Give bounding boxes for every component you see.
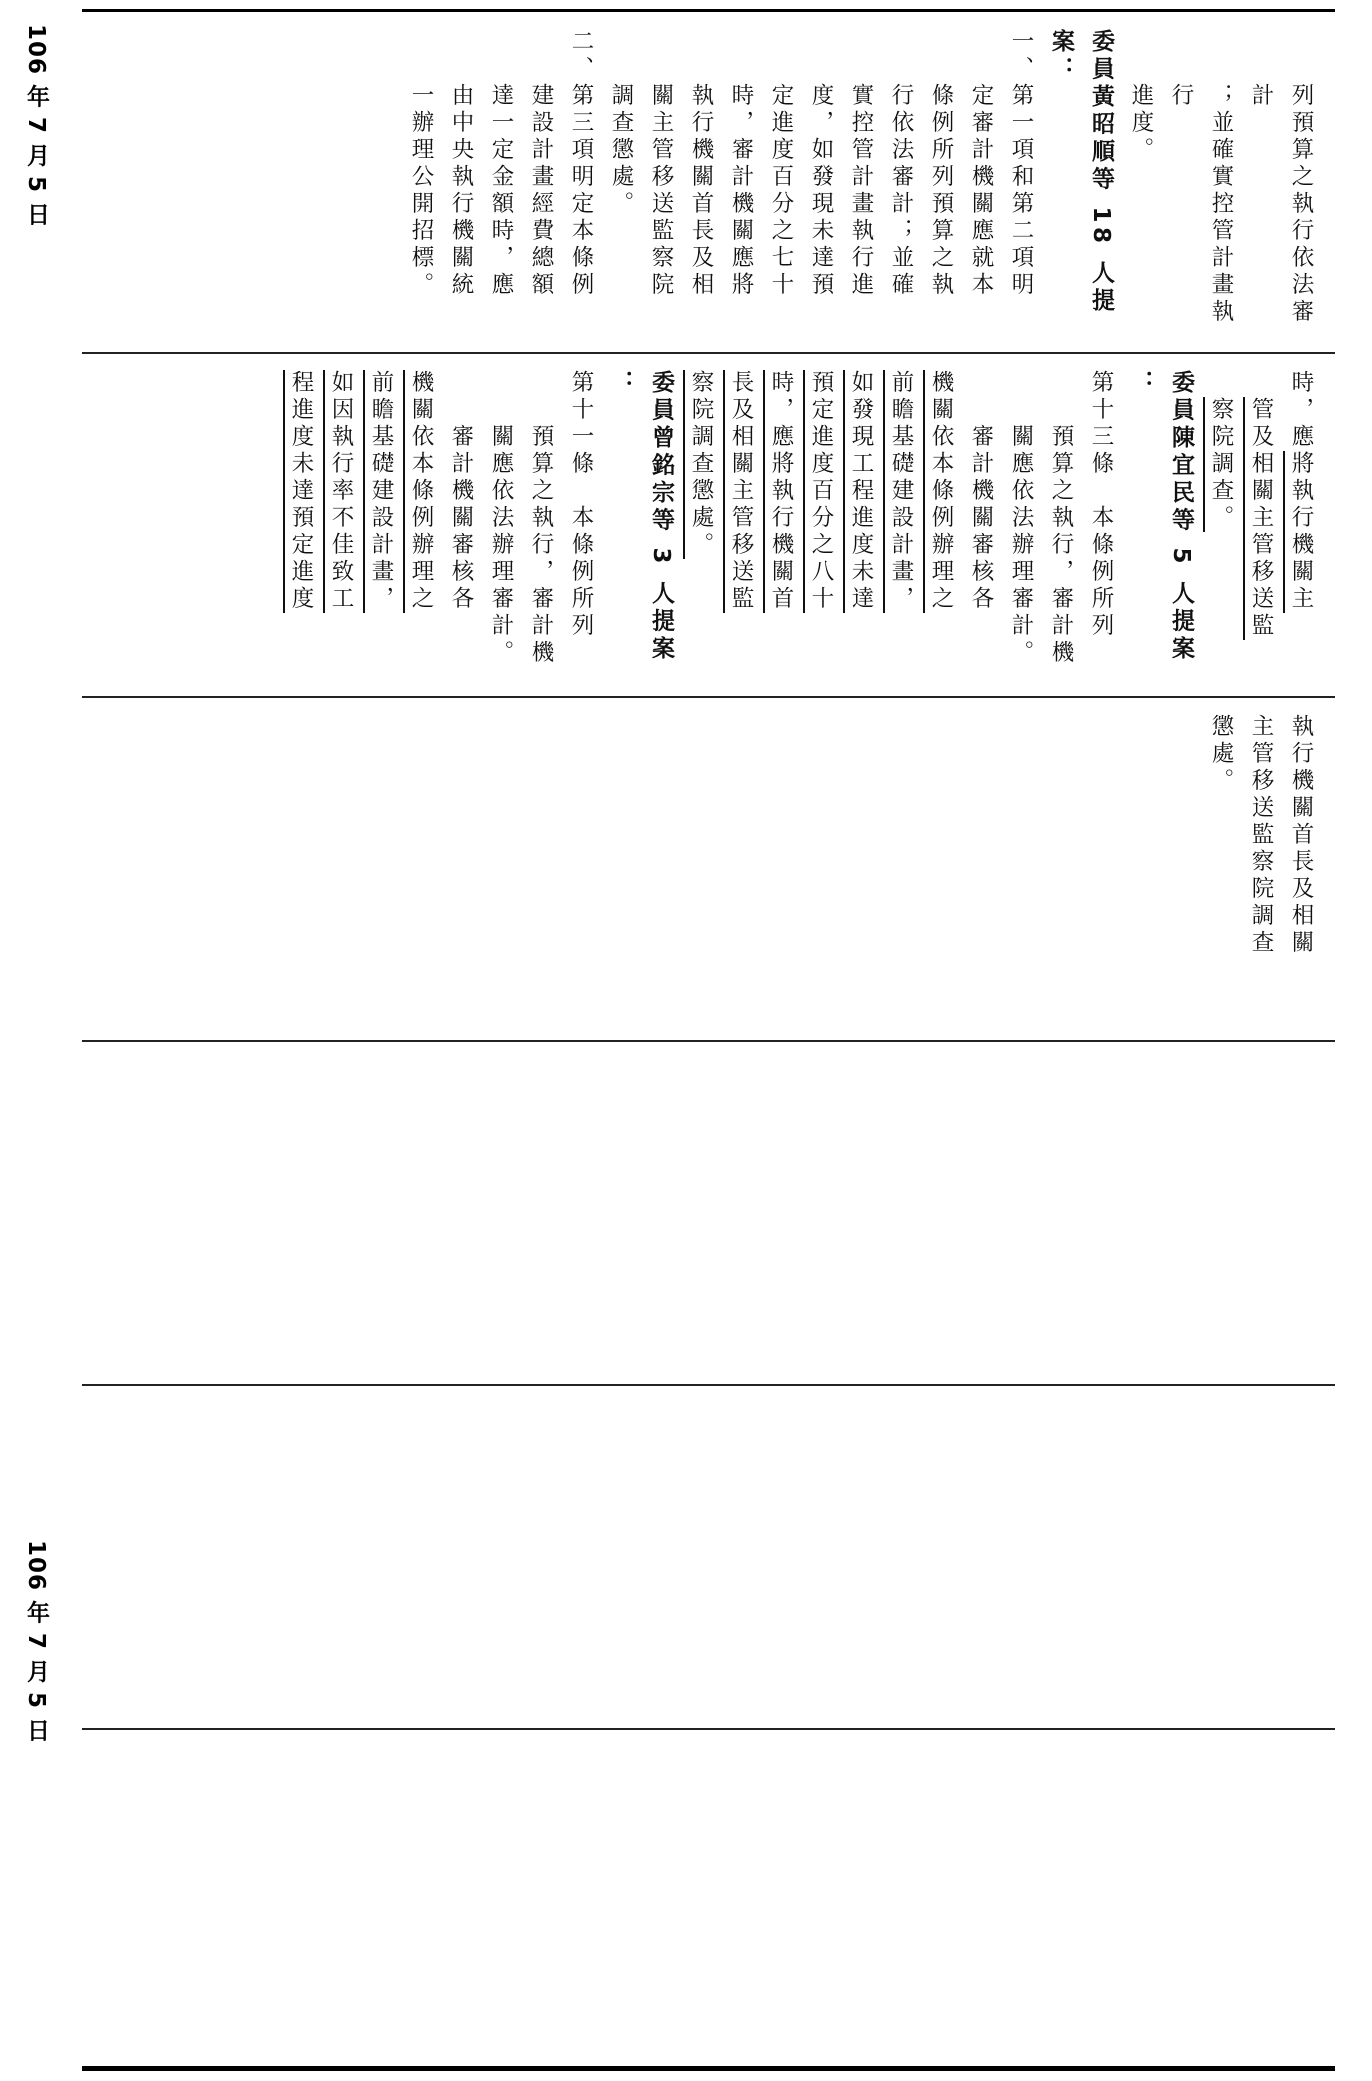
table-cell bbox=[82, 352, 1335, 696]
text-line: 長及相關主管移送監 bbox=[728, 370, 754, 613]
text-line: 機關依本條例辦理之 bbox=[928, 370, 954, 613]
text-line: 如因執行率不佳致工 bbox=[328, 370, 354, 613]
text-line: 預定進度百分之八十 bbox=[808, 370, 834, 613]
proposal-heading: 委員黃昭順等 18 人提案： bbox=[1048, 29, 1114, 316]
text-line: 如發現工程進度未達 bbox=[848, 370, 874, 613]
proposal-heading: ： bbox=[608, 370, 634, 398]
text-line: 審計機關審核各 bbox=[448, 424, 474, 613]
text-line: 察院調查懲處。 bbox=[688, 370, 714, 559]
text-line: 達一定金額時，應 bbox=[488, 83, 514, 299]
table-cell bbox=[82, 1040, 1335, 1384]
table-cell bbox=[82, 1384, 1335, 1728]
text-line: 第十一條 本條例所列 bbox=[568, 370, 594, 640]
text-line: 調查懲處。 bbox=[608, 83, 634, 218]
text-line: 預算之執行，審計機 bbox=[528, 424, 554, 667]
text-line: 執行機關首長及相 bbox=[688, 83, 714, 299]
text-line: 時，應將執行機關主 bbox=[1288, 370, 1314, 613]
text-line: 條例所列預算之執 bbox=[928, 83, 954, 299]
text-line: 主管移送監察院調查 bbox=[1248, 714, 1274, 957]
text-line: 前瞻基礎建設計畫， bbox=[888, 370, 914, 613]
text-line: 程進度未達預定進度 bbox=[288, 370, 314, 613]
page-date-repeat: 106 年 7 月 5 日 bbox=[23, 1540, 49, 1743]
text-line: 列預算之執行依法審計 bbox=[1248, 83, 1314, 326]
text-line: 管及相關主管移送監 bbox=[1248, 397, 1274, 640]
table-cell bbox=[82, 696, 1335, 1040]
proposal-heading: 委員曾銘宗等 3 人提案 bbox=[648, 370, 674, 664]
text-line: 一辦理公開招標。 bbox=[408, 83, 434, 299]
table-cell bbox=[82, 1728, 1335, 2068]
text-line: 定審計機關應就本 bbox=[968, 83, 994, 299]
text-line: 定進度百分之七十 bbox=[768, 83, 794, 299]
proposal-heading: ： bbox=[1128, 370, 1154, 398]
text-line: 執行機關首長及相關 bbox=[1288, 714, 1314, 957]
text-line: 關應依法辦理審計。 bbox=[488, 424, 514, 667]
text-line: 時，應將執行機關首 bbox=[768, 370, 794, 613]
text-line: 一、第一項和第二項明 bbox=[1008, 29, 1034, 299]
text-line: 由中央執行機關統 bbox=[448, 83, 474, 299]
text-line: 察院調查。 bbox=[1208, 397, 1234, 532]
text-line: ；並確實控管計畫執行 bbox=[1168, 83, 1234, 326]
text-line: 懲處。 bbox=[1208, 714, 1234, 795]
page-date: 106 年 7 月 5 日 bbox=[23, 24, 49, 227]
text-line: 預算之執行，審計機 bbox=[1048, 424, 1074, 667]
table-cell bbox=[82, 11, 1335, 352]
text-line: 建設計畫經費總額 bbox=[528, 83, 554, 299]
proposal-heading: 委員陳宜民等 5 人提案 bbox=[1168, 370, 1194, 664]
text-line: 前瞻基礎建設計畫， bbox=[368, 370, 394, 613]
text-line: 行依法審計；並確 bbox=[888, 83, 914, 299]
text-line: 實控管計畫執行進 bbox=[848, 83, 874, 299]
text-line: 機關依本條例辦理之 bbox=[408, 370, 434, 613]
text-line: 關主管移送監察院 bbox=[648, 83, 674, 299]
text-line: 二、第三項明定本條例 bbox=[568, 29, 594, 299]
text-line: 審計機關審核各 bbox=[968, 424, 994, 613]
text-line: 度，如發現未達預 bbox=[808, 83, 834, 299]
text-line: 進度。 bbox=[1128, 83, 1154, 164]
text-line: 關應依法辦理審計。 bbox=[1008, 424, 1034, 667]
text-line: 時，審計機關應將 bbox=[728, 83, 754, 299]
text-line: 第十三條 本條例所列 bbox=[1088, 370, 1114, 640]
